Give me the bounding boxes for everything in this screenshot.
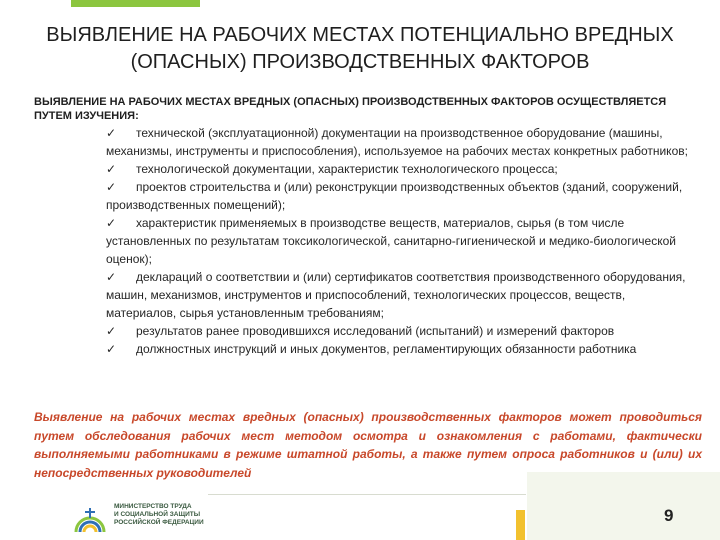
list-item (106, 340, 690, 358)
ministry-line: МИНИСТЕРСТВО ТРУДА (114, 503, 192, 510)
footer-divider (208, 494, 526, 495)
list-item (106, 178, 690, 214)
list-item-text: должностных инструкций и иных документов, регламентирующих обязанности работника (136, 342, 637, 356)
list-item (106, 214, 690, 268)
page-number: 9 (664, 506, 674, 525)
ministry-name (114, 503, 224, 527)
checkmark-icon: ✓ (106, 180, 117, 194)
checkmark-icon: ✓ (106, 324, 117, 338)
list-item (106, 160, 690, 178)
top-accent-bar (71, 0, 200, 7)
checkmark-icon: ✓ (106, 162, 117, 176)
checkmark-icon: ✓ (106, 270, 117, 284)
list-item-text: результатов ранее проводившихся исследований (испытаний) и измерений факторов (136, 324, 615, 338)
list-item-text: проектов строительства и (или) реконструкции производственных объектов (зданий, сооружений, производственных помещений); (106, 180, 683, 212)
ministry-line: РОССИЙСКОЙ ФЕДЕРАЦИИ (114, 519, 204, 526)
list-item-text: деклараций о соответствии и (или) сертификатов соответствия производственного оборудования, машин, механизмов, инструментов и приспособлений, технологических процессов, веществ, материалов, сырья установленным требованиям; (106, 270, 686, 320)
list-item-text: характеристик применяемых в производстве веществ, материалов, сырья (в том числе установленных по результатам токсикологической, санитарно-гигиенической и медико-биологической оценок); (106, 216, 676, 266)
list-item-text: технологической документации, характеристик технологического процесса; (136, 162, 558, 176)
list-item (106, 268, 690, 322)
checkmark-icon: ✓ (106, 216, 117, 230)
slide-title: ВЫЯВЛЕНИЕ НА РАБОЧИХ МЕСТАХ ПОТЕНЦИАЛЬНО ВРЕДНЫХ (ОПАСНЫХ) ПРОИЗВОДСТВЕННЫХ ФАКТОРОВ (46, 24, 674, 73)
conclusion-text: Выявление на рабочих местах вредных (опасных) производственных факторов может проводиться путем обследования рабочих мест методом осмотра и ознакомления с работами, фактически выполняемыми работниками в режиме штатной работы, а также путем опроса работников и (или) их непосредственных руководителей (34, 410, 702, 480)
ministry-logo-icon (72, 502, 108, 538)
list-item-text: технической (эксплуатационной) документации на производственное оборудование (машины, механизмы, инструменты и приспособления), используемое на рабочих местах конкретных работников; (106, 126, 688, 158)
study-items-list (106, 124, 690, 358)
checkmark-icon: ✓ (106, 342, 117, 356)
checkmark-icon: ✓ (106, 126, 117, 140)
list-item (106, 124, 690, 160)
footer-panel (527, 472, 720, 540)
list-item (106, 322, 690, 340)
intro-heading: ВЫЯВЛЕНИЕ НА РАБОЧИХ МЕСТАХ ВРЕДНЫХ (ОПАСНЫХ) ПРОИЗВОДСТВЕННЫХ ФАКТОРОВ ОСУЩЕСТВЛЯЕТСЯ ПУТЕМ ИЗУЧЕНИЯ: (34, 96, 667, 122)
ministry-line: И СОЦИАЛЬНОЙ ЗАЩИТЫ (114, 511, 201, 518)
footer-accent-bar (516, 510, 525, 540)
